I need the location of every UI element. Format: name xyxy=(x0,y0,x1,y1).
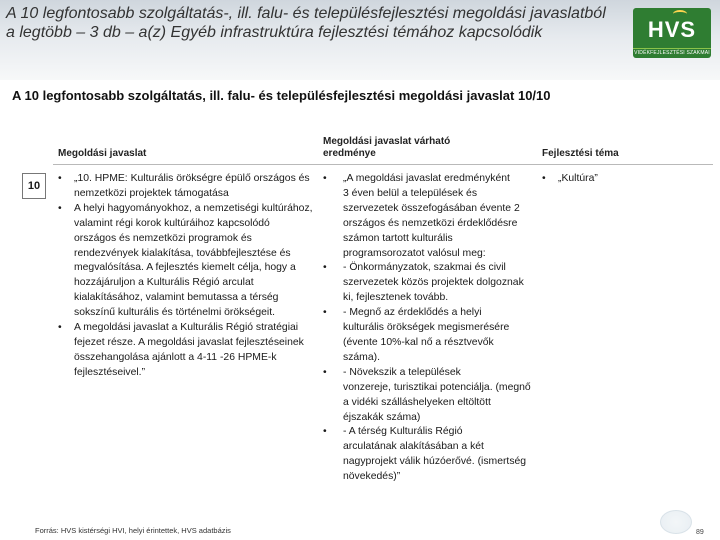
bullet-icon: • xyxy=(58,202,62,214)
result-item: • „A megoldási javaslat eredményként 3 éven belül a települések és szervezetek összefogásában évente 2 országos és nemzetközi érdeklődésre számon tartott kulturális programsorozatot valósul meg: xyxy=(323,173,520,259)
topic-column xyxy=(542,172,702,187)
column-header-expected-result: Megoldási javaslat várható eredménye xyxy=(323,136,451,159)
watermark-seal-icon xyxy=(660,510,692,534)
source-note: Forrás: HVS kistérségi HVI, helyi érintettek, HVS adatbázis xyxy=(35,526,231,535)
proposal-item: • A megoldási javaslat a Kulturális Régió stratégiai fejezet része. A megoldási javaslat fejlesztéseinek összehangolása ajánlott a 4-11 -26 HPME-k fejlesztéseivel.” xyxy=(58,322,304,378)
slide-subtitle: A 10 legfontosabb szolgáltatás, ill. falu- és településfejlesztési megoldási javaslat 10/10 xyxy=(12,88,551,103)
hvs-logo xyxy=(633,8,711,58)
proposal-item: • A helyi hagyományokhoz, a nemzetiségi kultúrához, valamint régi korok kultúráihoz kapcsolódó országos és nemzetközi programok és rendezvények kialakítása, továbbfejlesztése és megvalósítása. A fejlesztés kiemelt célja, hogy a hozzájáruljon a Kulturális Régió arculat kialakításához, valamint bemutassa a térség sokszínű kulturális és történelmi örökségeit. xyxy=(58,202,313,319)
page-title: A 10 legfontosabb szolgáltatás-, ill. falu- és településfejlesztési megoldási javaslatból a legtöbb – 3 db – a(z) Egyéb infrastruktúra fejlesztési témához kapcsolódik xyxy=(6,5,606,41)
bullet-icon: • xyxy=(323,307,327,319)
result-item: • - Megnő az érdeklődés a helyi kulturális örökségek megismerésére (évente 10%-kal nő a résztvevők száma). xyxy=(323,307,510,363)
bullet-icon: • xyxy=(542,173,546,184)
bullet-icon: • xyxy=(323,366,327,378)
bullet-icon: • xyxy=(58,173,62,184)
result-item: • - Önkormányzatok, szakmai és civil szervezetek közös projektek dolgoznak ki, fejlesztenek tovább. xyxy=(323,262,524,304)
bullet-icon: • xyxy=(58,322,62,334)
row-number: 10 xyxy=(22,173,46,199)
proposal-column xyxy=(58,172,314,381)
column-header-proposal: Megoldási javaslat xyxy=(58,148,147,159)
header-banner xyxy=(0,0,720,80)
header-divider xyxy=(53,164,713,165)
column-header-topic: Fejlesztési téma xyxy=(542,148,619,159)
page-number: 89 xyxy=(696,529,704,536)
bullet-icon: • xyxy=(323,426,327,438)
result-item: • - Növekszik a települések vonzereje, turisztikai potenciálja. (megnő a vidéki szálláshelyeken eltöltött éjszakák száma) xyxy=(323,366,531,423)
result-item: • - A térség Kulturális Régió arculatának alakításában a két nagyprojekt válik húzóerővé. (ismertség növekedés)” xyxy=(323,426,527,483)
bullet-icon: • xyxy=(323,262,327,274)
proposal-item: • „10. HPME: Kulturális örökségre épülő országos és nemzetközi projektek támogatása xyxy=(58,173,310,199)
topic-item: • „Kultúra” xyxy=(542,172,702,187)
logo-text: HVS xyxy=(647,17,697,42)
logo-subtext: VIDÉKFEJLESZTÉSI SZAKMAI xyxy=(634,50,710,56)
bullet-icon: • xyxy=(323,173,327,184)
expected-result-column xyxy=(323,172,533,485)
